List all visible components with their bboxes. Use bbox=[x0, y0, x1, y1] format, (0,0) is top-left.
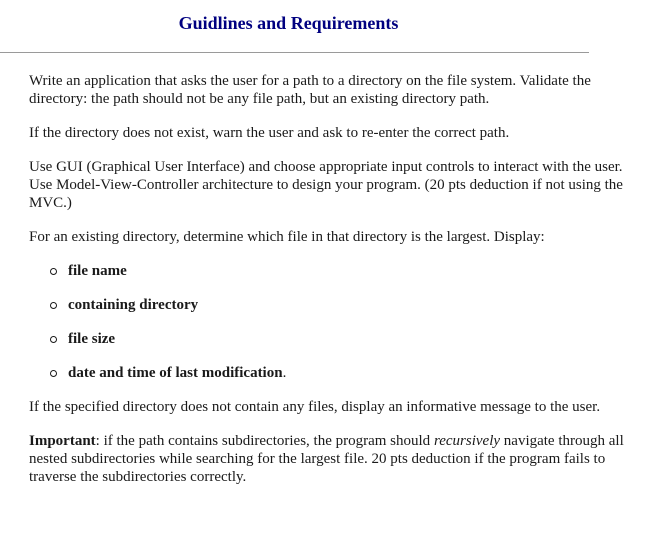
circle-bullet-icon bbox=[50, 370, 57, 377]
list-item bbox=[29, 364, 634, 382]
list-item-label: containing directory bbox=[68, 297, 199, 313]
paragraph-no-files: If the specified directory does not contain any files, display an informative message to the user. bbox=[29, 399, 601, 415]
paragraph-largest-file: For an existing directory, determine which file in that directory is the largest. Display: bbox=[29, 229, 545, 245]
requirements-content bbox=[29, 72, 634, 502]
list-item-label: file name bbox=[68, 263, 127, 279]
paragraph-invalid-directory: If the directory does not exist, warn the user and ask to re-enter the correct path. bbox=[29, 125, 510, 141]
important-emphasis: recursively bbox=[433, 433, 501, 449]
page-title: Guidlines and Requirements bbox=[178, 13, 399, 33]
display-list bbox=[29, 262, 634, 382]
paragraph-gui-mvc: Use GUI (Graphical User Interface) and choose appropriate input controls to interact with the user. Use Model-View-Controller architecture to design your program. (20 pts deduction if not using the MVC.) bbox=[29, 159, 623, 211]
important-text-before: : if the path contains subdirectories, the program should bbox=[95, 433, 434, 449]
list-item bbox=[29, 296, 634, 314]
paragraph-important bbox=[29, 432, 634, 486]
list-item bbox=[29, 262, 634, 280]
circle-bullet-icon bbox=[50, 268, 57, 275]
list-item-period: . bbox=[282, 365, 287, 381]
list-item-label: date and time of last modification bbox=[68, 365, 283, 381]
circle-bullet-icon bbox=[50, 302, 57, 309]
important-text-after: navigate through all nested subdirectories while searching for the largest file. 20 pts deduction if the program fails to traverse the subdirectories correctly. bbox=[29, 433, 624, 485]
important-label: Important bbox=[29, 433, 96, 449]
paragraph-path-input: Write an application that asks the user for a path to a directory on the file system. Validate the directory: the path should not be any file path, but an existing directory path. bbox=[29, 73, 591, 107]
horizontal-divider bbox=[0, 52, 589, 53]
list-item bbox=[29, 330, 634, 348]
list-item-label: file size bbox=[68, 331, 116, 347]
circle-bullet-icon bbox=[50, 336, 57, 343]
